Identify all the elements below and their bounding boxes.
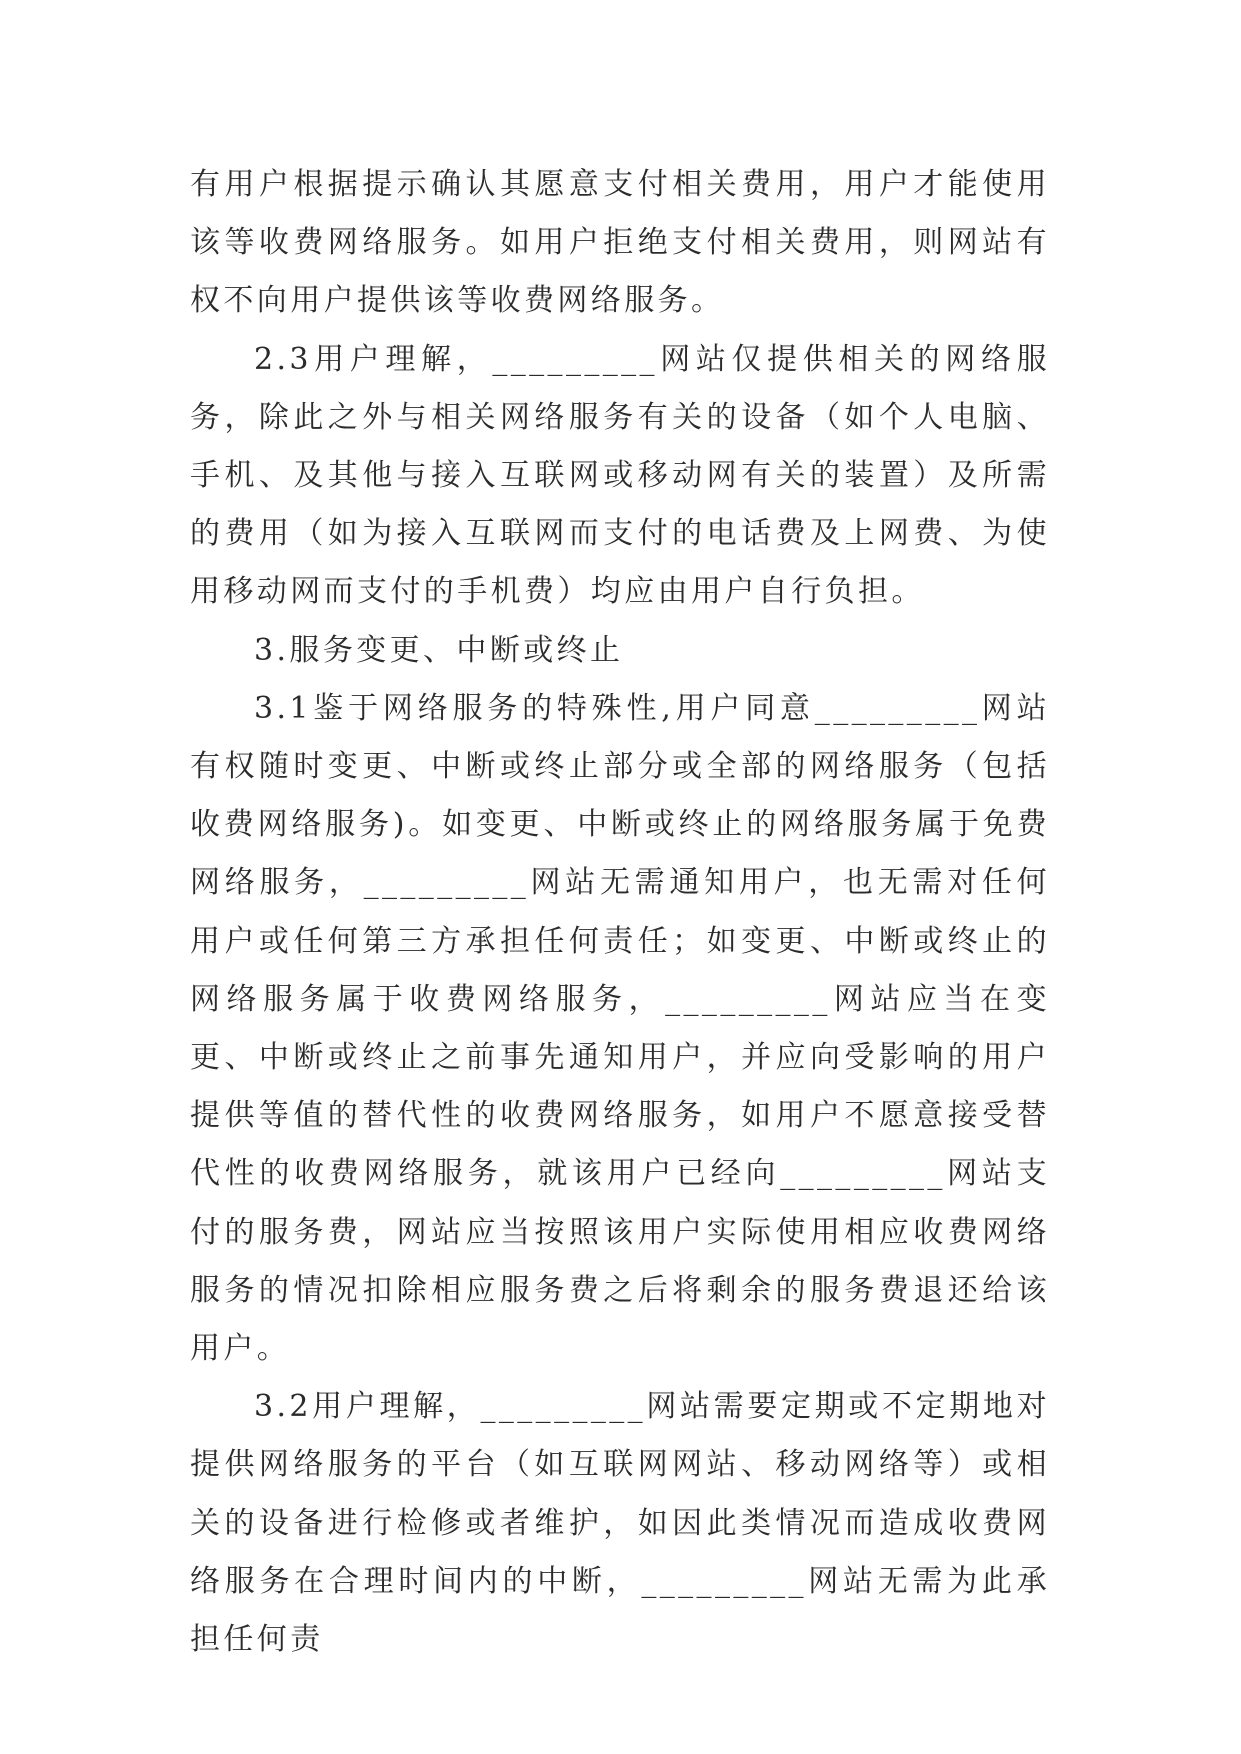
paragraph-3-2: 3.2用户理解，_________网站需要定期或不定期地对提供网络服务的平台（如互联网网站、移动网络等）或相关的设备进行检修或者维护，如因此类情况而造成收费网络服务在合理时间内的中断，_________网站无需为此承担任何责 <box>190 1389 1050 1658</box>
paragraph-2-3: 2.3用户理解，_________网站仅提供相关的网络服务，除此之外与相关网络服务有关的设备（如个人电脑、手机、及其他与接入互联网或移动网有关的装置）及所需的费用（如为接入互联网而支付的电话费及上网费、为使用移动网而支付的手机费）均应由用户自行负担。 <box>190 341 1050 610</box>
paragraph-3-1: 3.1鉴于网络服务的特殊性,用户同意_________网站有权随时变更、中断或终止部分或全部的网络服务（包括收费网络服务)。如变更、中断或终止的网络服务属于免费网络服务，_________网站无需通知用户，也无需对任何用户或任何第三方承担任何责任；如变更、中断或终止的网络服务属于收费网络服务，_________网站应当在变更、中断或终止之前事先通知用户，并应向受影响的用户提供等值的替代性的收费网络服务，如用户不愿意接受替代性的收费网络服务，就该用户已经向_________网站支付的服务费，网站应当按照该用户实际使用相应收费网络服务的情况扣除相应服务费之后将剩余的服务费退还给该用户。 <box>190 690 1050 1367</box>
document-body <box>190 156 1050 1669</box>
paragraph-continuation: 有用户根据提示确认其愿意支付相关费用，用户才能使用该等收费网络服务。如用户拒绝支付相关费用，则网站有权不向用户提供该等收费网络服务。 <box>190 167 1050 319</box>
section-heading-3: 3.服务变更、中断或终止 <box>254 632 624 668</box>
